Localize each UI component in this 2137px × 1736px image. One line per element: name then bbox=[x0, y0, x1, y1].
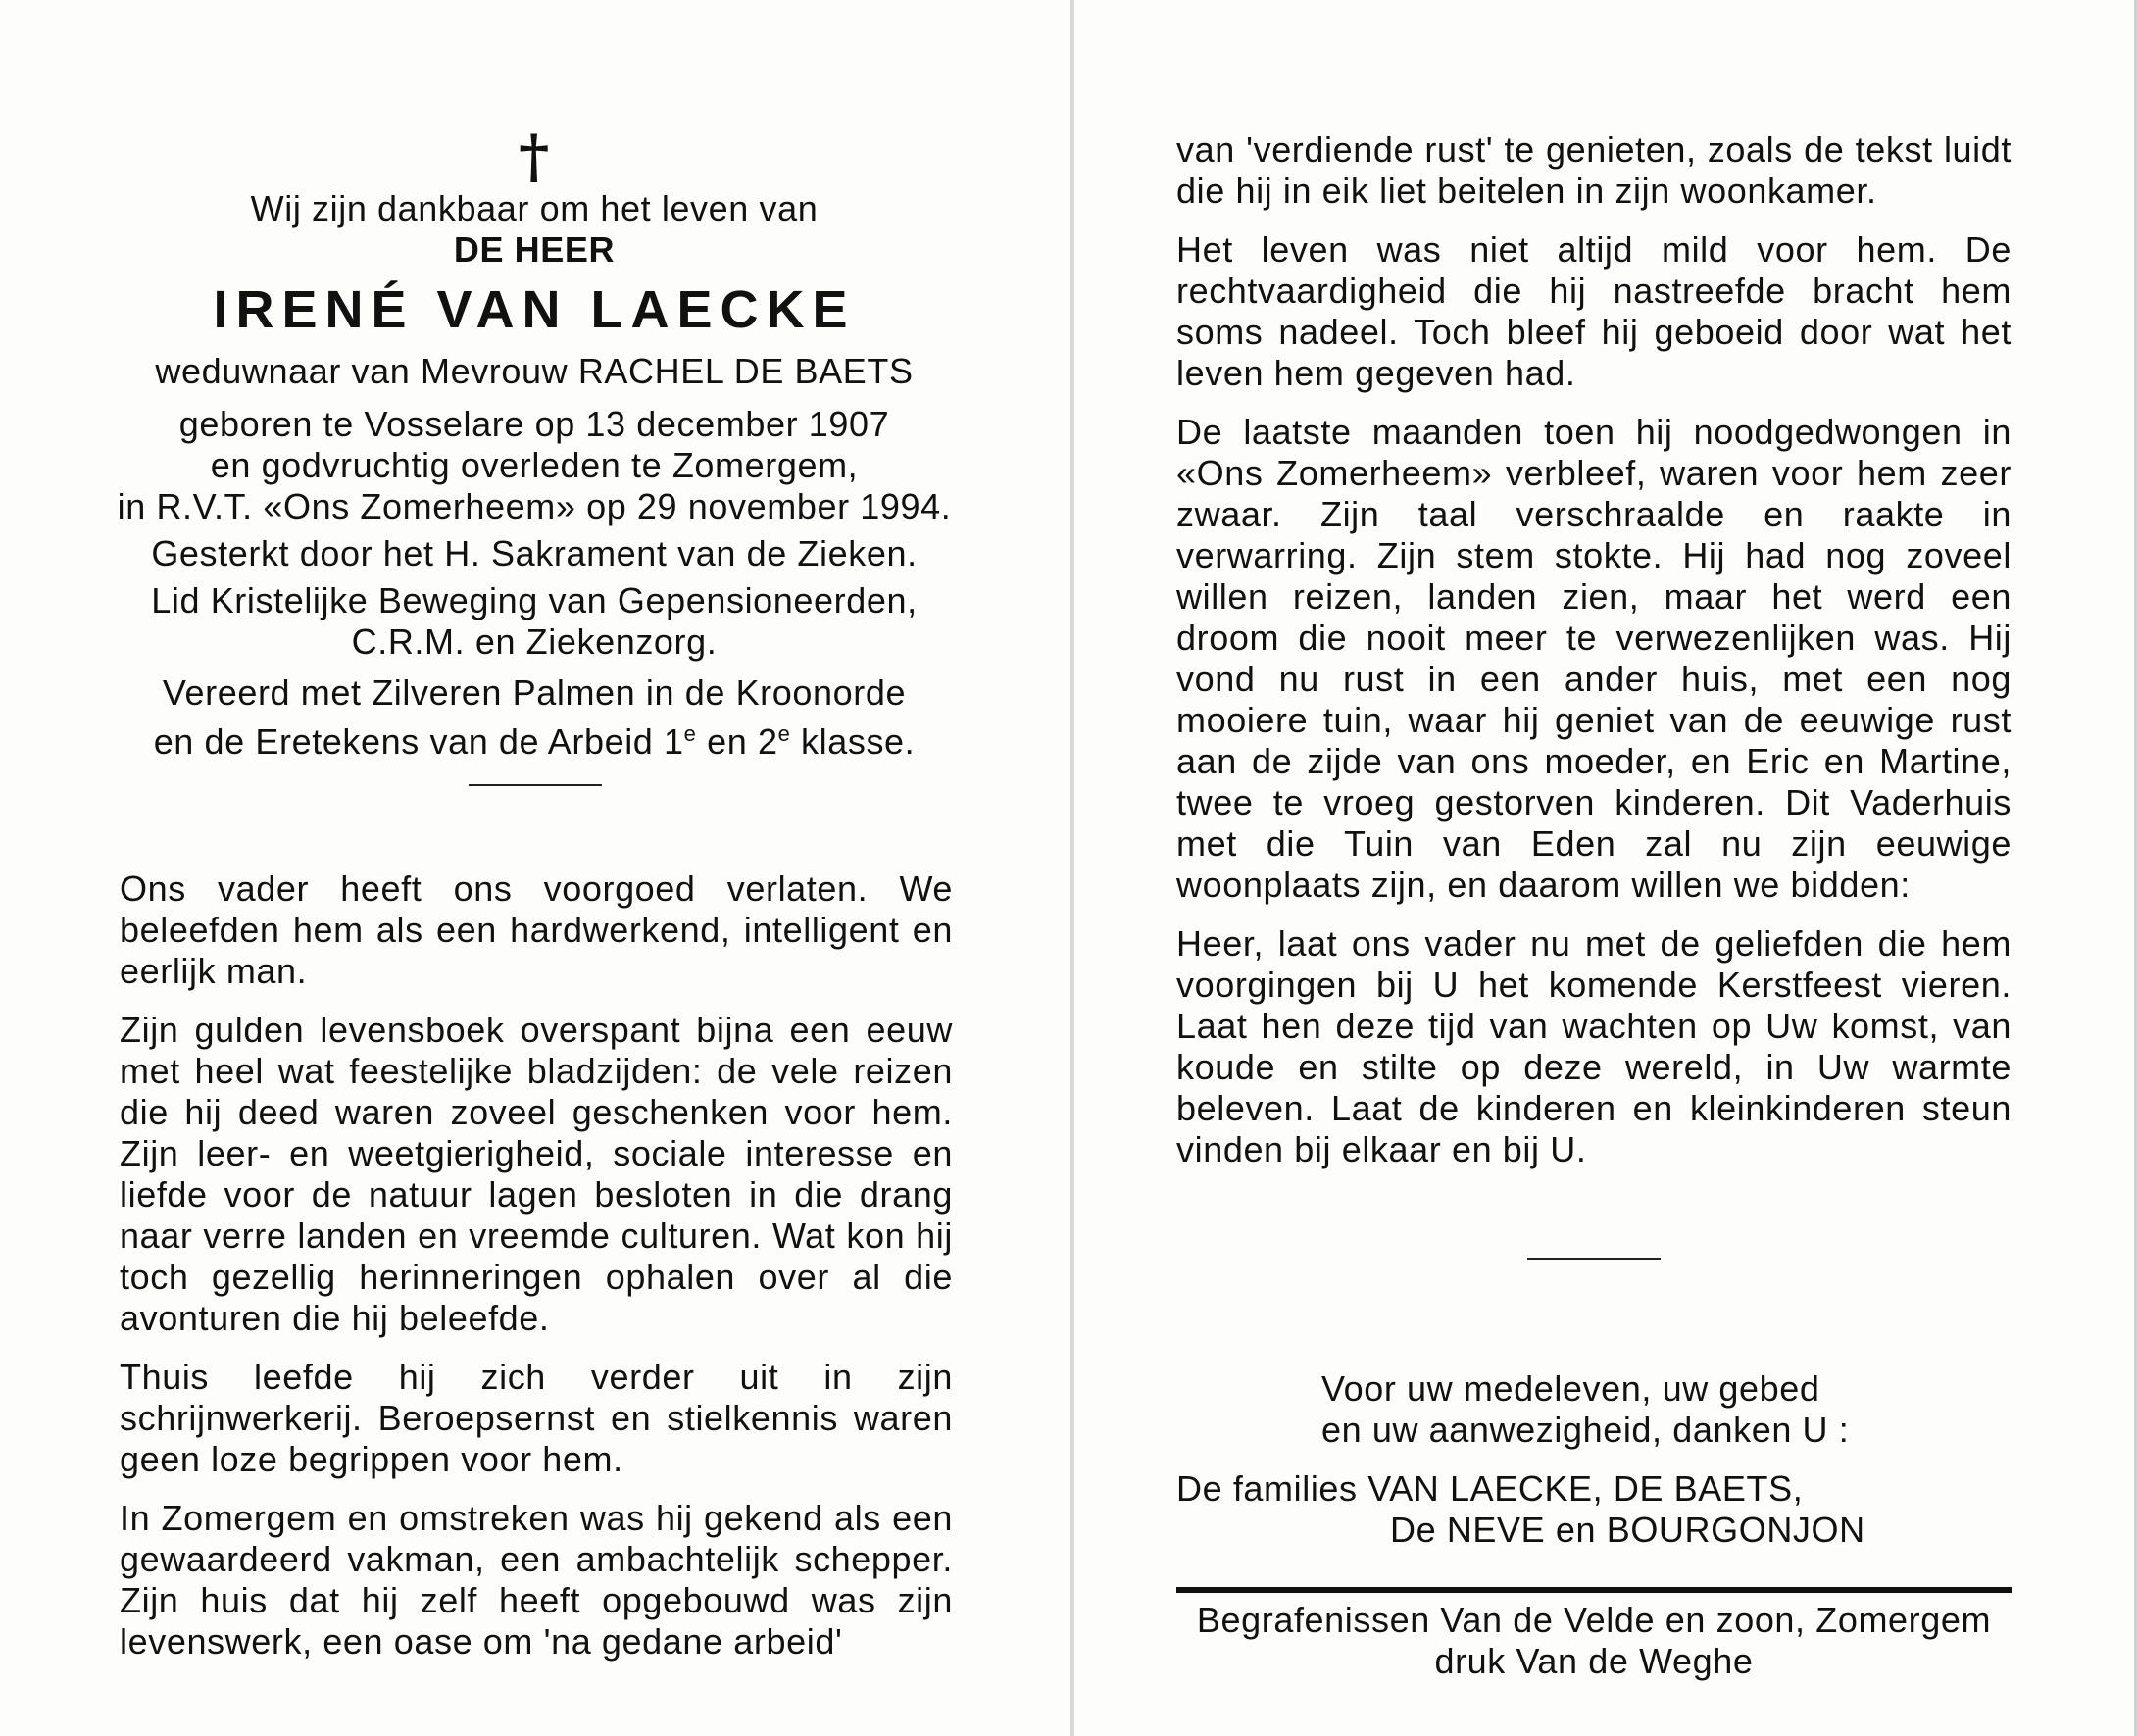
intro-line: Wij zijn dankbaar om het leven van bbox=[250, 188, 819, 228]
undertaker-line: Begrafenissen Van de Velde en zoon, Zomergem bbox=[1196, 1600, 1992, 1640]
thanks-block bbox=[1176, 1368, 2012, 1551]
death-line: en godvruchtig overleden te Zomergem, bbox=[210, 445, 859, 485]
paragraph: Thuis leefde hij zich verder uit in zijn schrijnwerkerij. Beroepsernst en stielkennis waren geen loze begrippen voor hem. bbox=[120, 1357, 953, 1479]
place-line: in R.V.T. «Ons Zomerheem» op 29 november 1994. bbox=[117, 486, 952, 526]
honour-sup-1: e bbox=[683, 721, 697, 746]
thanks-line-1: Voor uw medeleven, uw gebed bbox=[1321, 1368, 1820, 1409]
section-divider-right bbox=[1527, 1258, 1661, 1260]
honour-line-2 bbox=[108, 714, 961, 763]
paragraph: Ons vader heeft ons voorgoed verlaten. We beleefden hem als een hardwerkend, intelligent en eerlijk man. bbox=[120, 868, 953, 991]
sacrament-line: Gesterkt door het H. Sakrament van de Zieken. bbox=[151, 533, 918, 573]
membership-line-1: Lid Kristelijke Beweging van Gepensioneerden, bbox=[151, 580, 918, 620]
honour-line-1: Vereerd met Zilveren Palmen in de Kroonorde bbox=[162, 672, 907, 713]
paragraph: Heer, laat ons vader nu met de geliefden die hem voorgingen bij U het komende Kerstfeest vieren. Laat hen deze tijd van wachten op Uw komst, van koude en stilte op deze wereld, in Uw warmte beleven. Laat de kinderen en kleinkinderen steun vinden bij elkaar en bij U. bbox=[1176, 923, 2012, 1169]
paragraph: van 'verdiende rust' te genieten, zoals de tekst luidt die hij in eik liet beitelen in zijn woonkamer. bbox=[1176, 129, 2012, 211]
paragraph: De laatste maanden toen hij noodgedwongen in «Ons Zomerheem» verbleef, waren voor hem zeer zwaar. Zijn taal verschraalde en raakte in verwarring. Zijn stem stokte. Hij had nog zoveel willen reizen, landen zien, maar het werd een droom die nooit meer te verwezenlijken was. Hij vond nu rust in een ander huis, met een nog mooiere tuin, waar hij geniet van de eeuwige rust aan de zijde van ons moeder, en Eric en Martine, twee te vroeg gestorven kinderen. Dit Vaderhuis met die Tuin van Eden zal nu zijn eeuwige woonplaats zijn, en daarom willen we bidden: bbox=[1176, 412, 2012, 905]
title-line: DE HEER bbox=[453, 229, 616, 270]
honour-line-2b: en 2 bbox=[696, 721, 778, 762]
deceased-name: IRENÉ VAN LAECKE bbox=[213, 280, 856, 339]
thanks-line-2: en uw aanwezigheid, danken U : bbox=[1321, 1410, 1850, 1450]
families-line-1: De families VAN LAECKE, DE BAETS, bbox=[1176, 1468, 1804, 1509]
left-body-text bbox=[120, 868, 953, 1680]
paragraph: Zijn gulden levensboek overspant bijna een eeuw met heel wat feestelijke bladzijden: de vele reizen die hij deed waren zoveel geschenken voor hem. Zijn leer- en weetgierigheid, sociale interesse en liefde voor de natuur lagen besloten in die drang naar verre landen en vreemde culturen. Wat kon hij toch gezellig herinneringen ophalen over al die avonturen die hij beleefde. bbox=[120, 1010, 953, 1338]
birth-line: geboren te Vosselare op 13 december 1907 bbox=[178, 404, 890, 444]
footer-block bbox=[1176, 1600, 2012, 1682]
families-line-2: De NEVE en BOURGONJON bbox=[1390, 1510, 1865, 1550]
honour-line-2c: klasse. bbox=[790, 721, 916, 762]
memorial-header bbox=[108, 125, 961, 763]
honour-line-2a: en de Eretekens van de Arbeid 1 bbox=[153, 721, 684, 762]
paragraph: Het leven was niet altijd mild voor hem. De rechtvaardigheid die hij nastreefde bracht hem soms nadeel. Toch bleef hij geboeid door wat het leven hem gegeven had. bbox=[1176, 229, 2012, 393]
right-body-text bbox=[1176, 129, 2012, 1188]
honour-sup-2: e bbox=[777, 721, 791, 746]
footer-rule bbox=[1176, 1587, 2012, 1593]
paragraph: In Zomergem en omstreken was hij gekend als een gewaardeerd vakman, een ambachtelijk schepper. Zijn huis dat hij zelf heeft opgebouwd was zijn levenswerk, een oase om 'na gedane arbeid' bbox=[120, 1498, 953, 1662]
cross-icon: † bbox=[519, 123, 550, 191]
section-divider-left bbox=[469, 784, 602, 786]
widower-line: weduwnaar van Mevrouw RACHEL DE BAETS bbox=[155, 351, 914, 391]
membership-line-2: C.R.M. en Ziekenzorg. bbox=[351, 621, 718, 662]
printer-line: druk Van de Weghe bbox=[1434, 1641, 1754, 1681]
